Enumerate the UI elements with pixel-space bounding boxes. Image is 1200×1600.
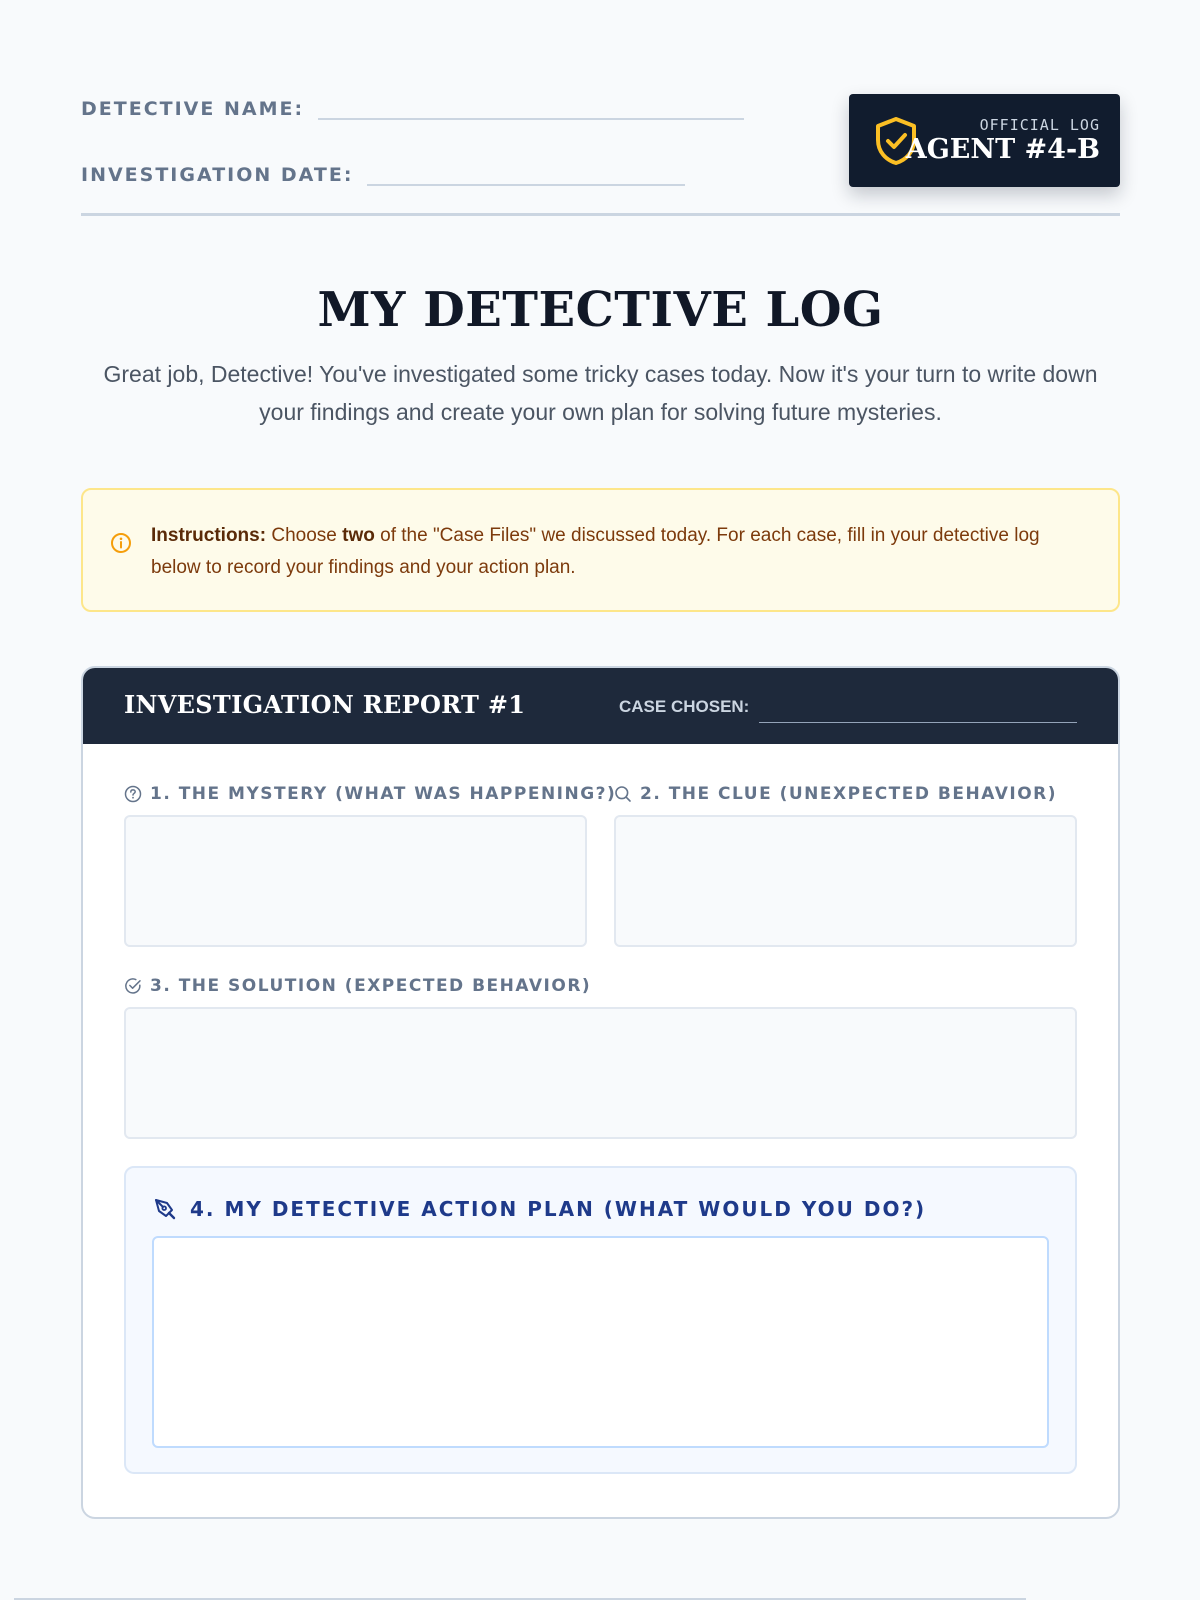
log-header (81, 0, 1120, 216)
action-plan-label (152, 1196, 926, 1222)
detective-log-page (81, 0, 1120, 1221)
page-title: MY DETECTIVE LOG (317, 282, 884, 338)
detective-name-field[interactable] (318, 88, 744, 120)
action-plan-label-text: 4. MY DETECTIVE ACTION PLAN (WHAT WOULD YOU DO?) (190, 1197, 927, 1221)
solution-label-text: 3. THE SOLUTION (EXPECTED BEHAVIOR) (150, 976, 592, 996)
clue-label-text: 2. THE CLUE (UNEXPECTED BEHAVIOR) (640, 784, 1058, 804)
action-plan-input[interactable] (152, 1236, 1049, 1448)
detective-name-row (81, 88, 744, 120)
mystery-label (124, 784, 616, 804)
report-title: INVESTIGATION REPORT #1 (124, 690, 526, 719)
check-circle-icon (124, 977, 142, 995)
solution-input[interactable] (124, 1007, 1077, 1139)
agent-id: AGENT #4-B (905, 134, 1100, 165)
case-chosen-field[interactable] (759, 722, 1077, 723)
instructions-part1: Choose (271, 525, 337, 546)
pen-tool-icon (152, 1196, 178, 1222)
intro-text: Great job, Detective! You've investigated some tricky cases today. Now it's your turn to write down your findings and create your own plan for solving future mysteries. (103, 361, 1098, 425)
action-plan-section (124, 1166, 1077, 1474)
mystery-label-text: 1. THE MYSTERY (WHAT WAS HAPPENING?) (150, 784, 617, 804)
instructions-lead: Instructions: (151, 525, 267, 546)
case-chosen-label: CASE CHOSEN: (619, 697, 750, 716)
investigation-date-field[interactable] (367, 154, 685, 186)
instructions-part2: of the "Case Files" we discussed today. For each case, fill in your detective log below to record your findings and your action plan. (151, 525, 1040, 578)
instructions-emphasis: two (342, 525, 375, 546)
agent-badge (849, 94, 1120, 187)
investigation-date-row (81, 154, 685, 186)
investigation-report-card (81, 666, 1120, 1519)
clue-input[interactable] (614, 815, 1077, 947)
info-icon (110, 532, 132, 554)
question-circle-icon (124, 785, 142, 803)
badge-eyebrow: OFFICIAL LOG (979, 116, 1100, 134)
instructions-panel (81, 488, 1120, 612)
report-header (83, 668, 1118, 744)
investigation-date-label: INVESTIGATION DATE: (81, 164, 354, 186)
instructions-text (151, 520, 1071, 584)
magnifier-icon (614, 785, 632, 803)
detective-name-label: DETECTIVE NAME: (81, 98, 305, 120)
solution-label (124, 976, 591, 996)
mystery-input[interactable] (124, 815, 587, 947)
clue-label (614, 784, 1057, 804)
